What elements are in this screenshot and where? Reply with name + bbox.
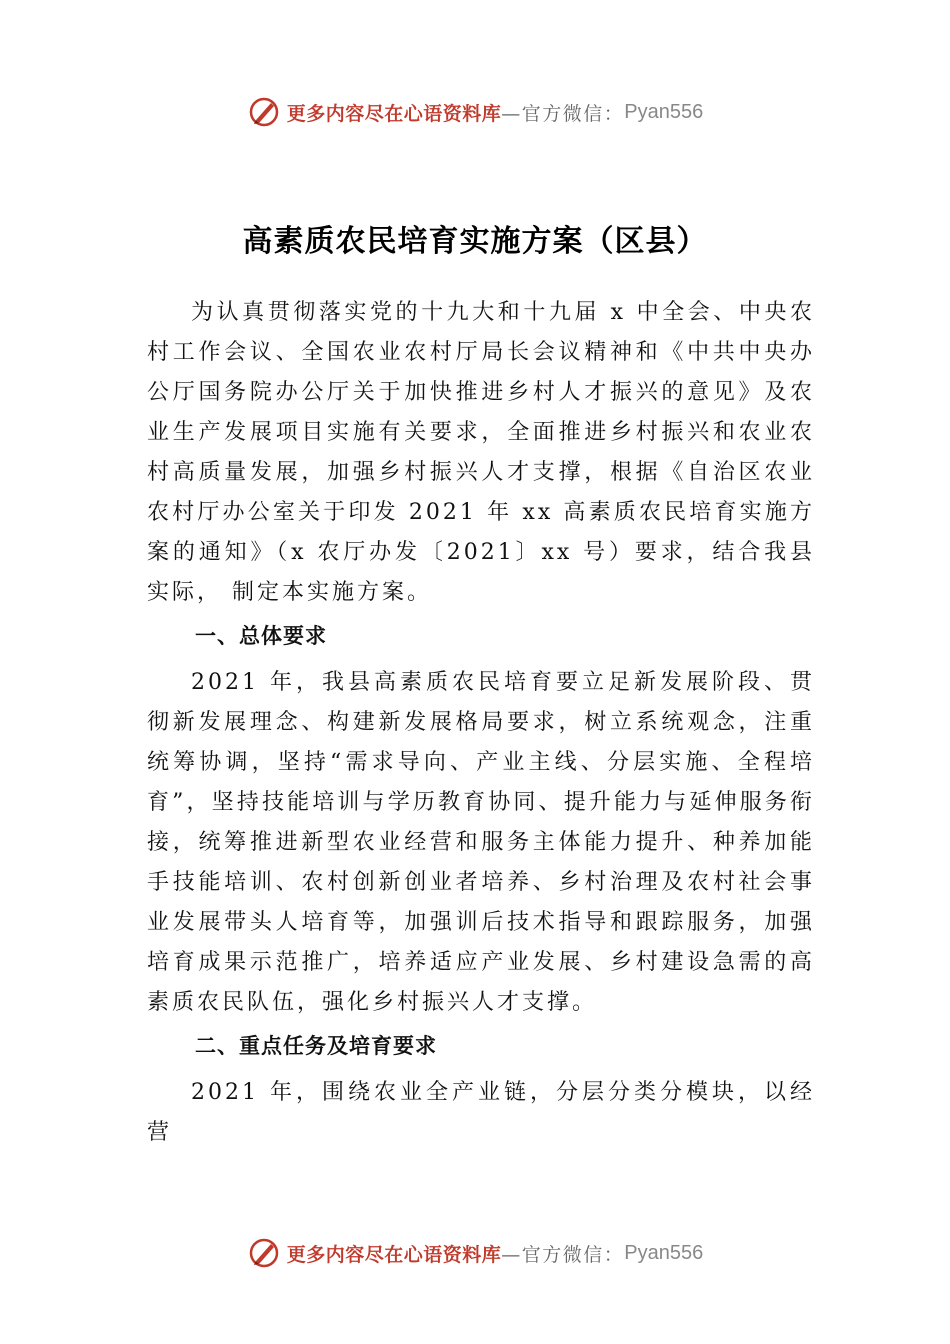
section-paragraph-1: 2021 年，我县高素质农民培育要立足新发展阶段、贯彻新发展理念、构建新发展格局要求，树立系统观念，注重统筹协调，坚持“需求导向、产业主线、分层实施、全程培育”，坚持技能培训与学历教育协同、提升能力与延伸服务衔接，统筹推进新型农业经营和服务主体能力提升、种养加能手技能培训、农村创新创业者培养、乡村治理及农村社会事业发展带头人培育等，加强训后技术指导和跟踪服务，加强培育成果示范推广，培养适应产业发展、乡村建设急需的高素质农民队伍，强化乡村振兴人才支撑。: [147, 670, 815, 1015]
watermark-id-text: Pyan556: [624, 100, 704, 123]
watermark-id-text: Pyan556: [624, 1241, 704, 1264]
watermark-separator-text: —官方微信：: [501, 1243, 625, 1266]
watermark-separator-text: —官方微信：: [501, 102, 625, 125]
document-body: [147, 293, 815, 1153]
section-heading-2: 二、重点任务及培育要求: [195, 1034, 437, 1058]
pen-logo-icon: [247, 1236, 281, 1270]
section-heading-1: 一、总体要求: [195, 624, 327, 648]
section-paragraph-2: 2021 年，围绕农业全产业链，分层分类分模块，以经营: [147, 1080, 815, 1145]
watermark-banner-top: [0, 92, 950, 132]
document-title: 高素质农民培育实施方案（区县）: [242, 224, 708, 259]
watermark-main-text: 更多内容尽在心语资料库: [286, 1243, 502, 1266]
pen-logo-icon: [247, 95, 281, 129]
watermark-main-text: 更多内容尽在心语资料库: [286, 102, 502, 125]
watermark-banner-bottom: [0, 1233, 950, 1273]
intro-paragraph: 为认真贯彻落实党的十九大和十九届 x 中全会、中央农村工作会议、全国农业农村厅局长会议精神和《中共中央办公厅国务院办公厅关于加快推进乡村人才振兴的意见》及农业生产发展项目实施有关要求，全面推进乡村振兴和农业农村高质量发展，加强乡村振兴人才支撑，根据《自治区农业农村厅办公室关于印发 2021 年 xx 高素质农民培育实施方案的通知》（x 农厅办发〔2021〕xx 号）要求，结合我县实际， 制定本实施方案。: [147, 300, 815, 605]
